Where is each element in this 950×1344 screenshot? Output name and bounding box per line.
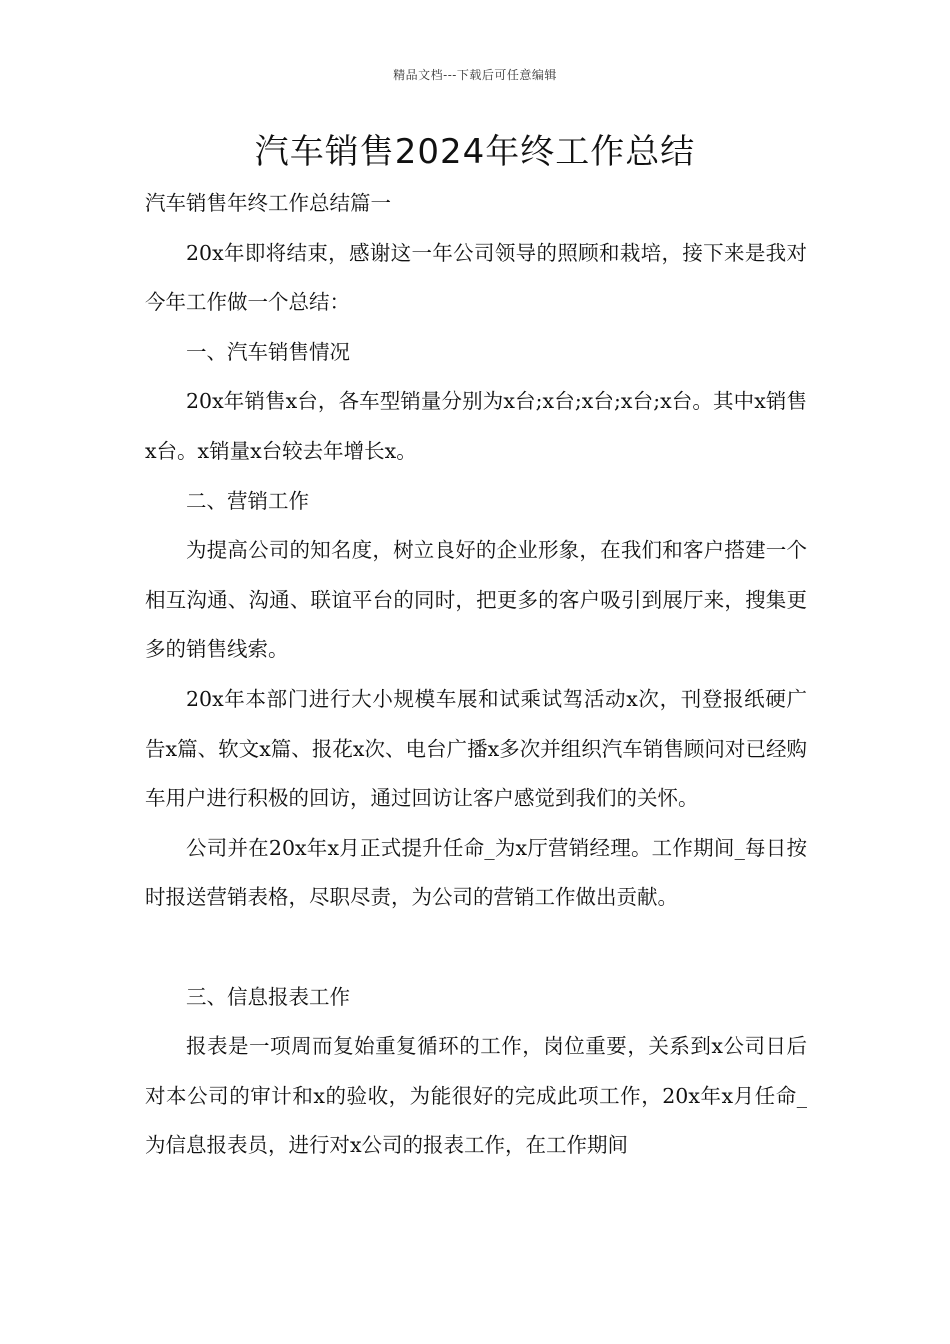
- document-subtitle: 汽车销售年终工作总结篇一: [145, 191, 391, 215]
- paragraph-marketing-purpose: 为提高公司的知名度，树立良好的企业形象，在我们和客户搭建一个相互沟通、沟通、联谊平台的同时，把更多的客户吸引到展厅来，搜集更多的销售线索。: [145, 538, 807, 662]
- document-body: [145, 179, 807, 1171]
- header-note: 精品文档---下载后可任意编辑: [393, 68, 557, 82]
- paragraph-gap: [145, 923, 807, 973]
- document-title: 汽车销售2024年终工作总结: [254, 132, 696, 172]
- paragraph-marketing-activities: 20x年本部门进行大小规模车展和试乘试驾活动x次，刊登报纸硬广告x篇、软文x篇、报花x次、电台广播x多次并组织汽车销售顾问对已经购车用户进行积极的回访，通过回访让客户感觉到我们的关怀。: [145, 686, 807, 811]
- section-heading-reports: 三、信息报表工作: [186, 984, 350, 1009]
- paragraph-intro: 20x年即将结束，感谢这一年公司领导的照顾和栽培，接下来是我对今年工作做一个总结：: [145, 240, 807, 315]
- paragraph-reports: 报表是一项周而复始重复循环的工作，岗位重要，关系到x公司日后对本公司的审计和x的验收，为能很好的完成此项工作，20x年x月任命_为信息报表员，进行对x公司的报表工作，在工作期间: [145, 1034, 807, 1158]
- paragraph-sales-figures: 20x年销售x台，各车型销量分别为x台;x台;x台;x台;x台。其中x销售x台。x销量x台较去年增长x。: [145, 389, 807, 463]
- section-heading-marketing: 二、营销工作: [186, 488, 309, 513]
- paragraph-marketing-manager: 公司并在20x年x月正式提升任命_为x厅营销经理。工作期间_每日按时报送营销表格，尽职尽责，为公司的营销工作做出贡献。: [145, 835, 807, 910]
- section-heading-sales: 一、汽车销售情况: [186, 339, 350, 364]
